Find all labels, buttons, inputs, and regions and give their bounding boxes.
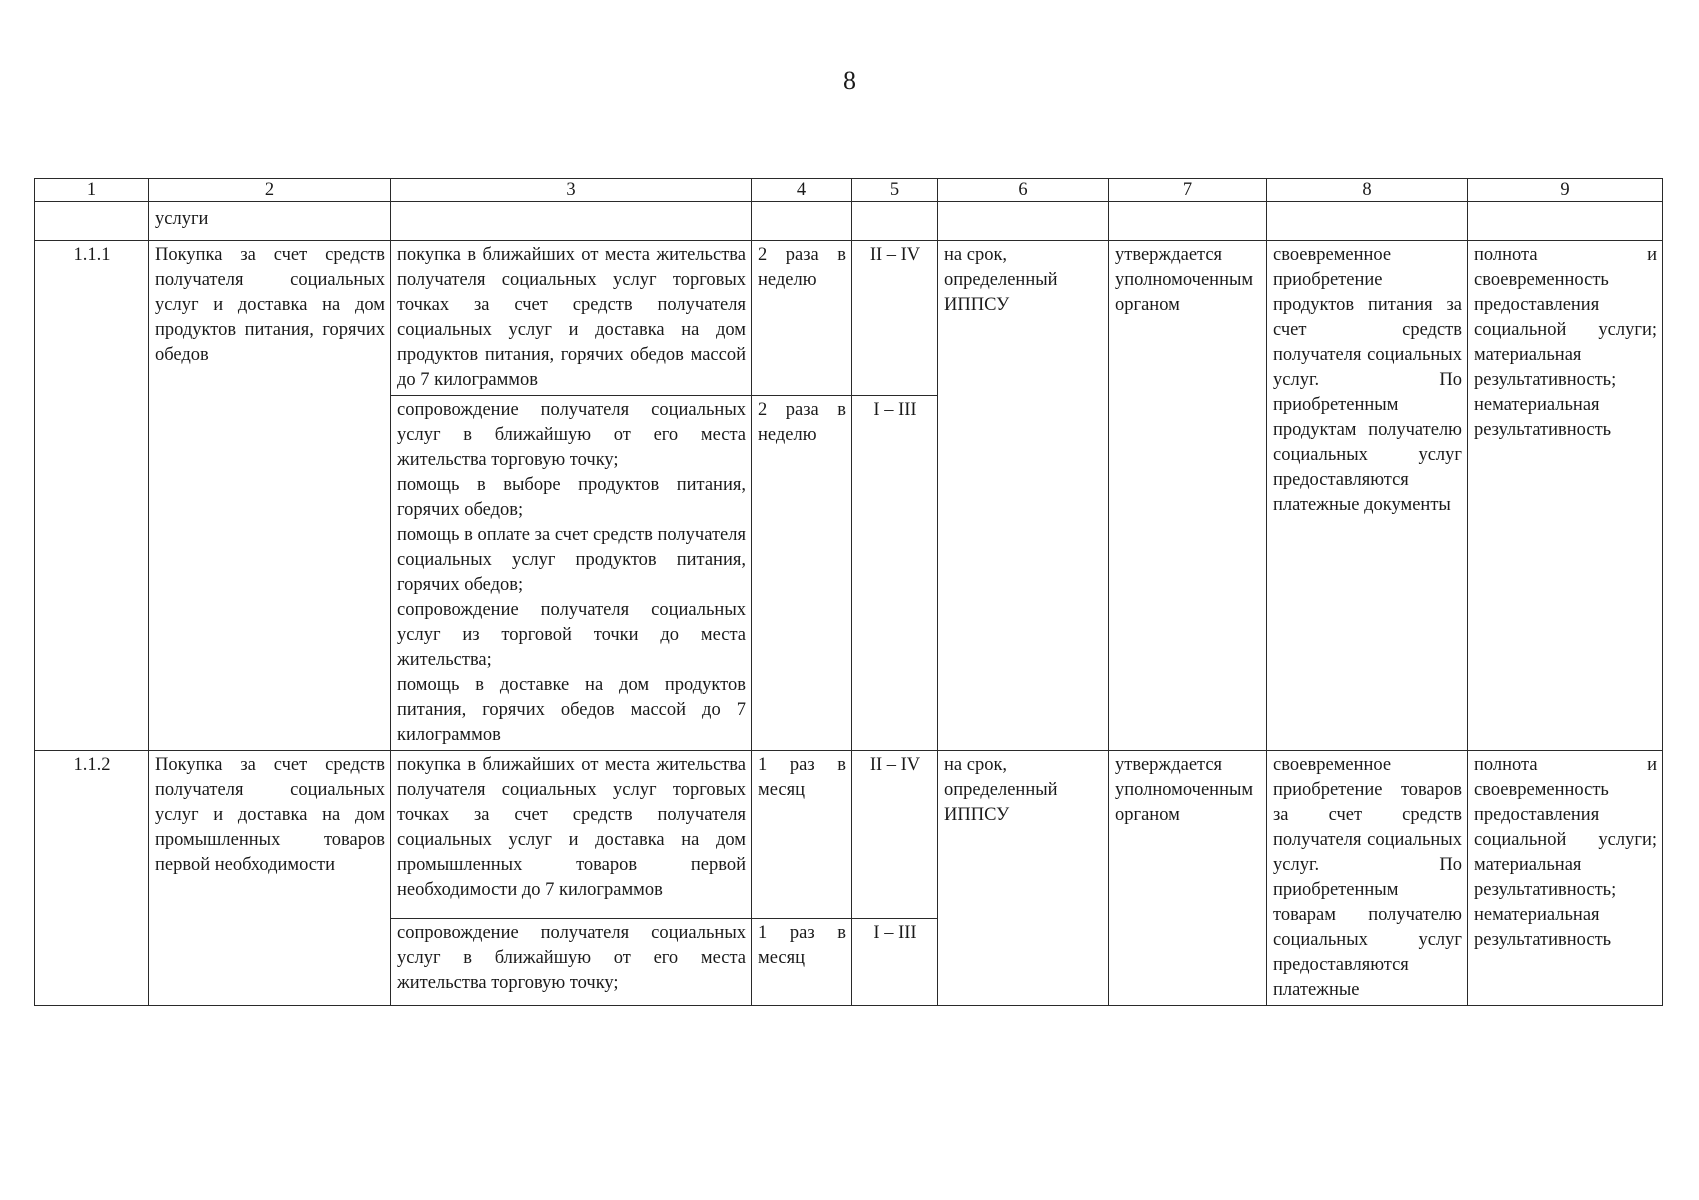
page-number: 8 xyxy=(843,66,856,95)
column-number: 5 xyxy=(852,179,938,202)
tariff-cost: утверждается уполномоченным органом xyxy=(1109,751,1267,1006)
service-number: 1.1.1 xyxy=(35,241,149,751)
column-number: 1 xyxy=(35,179,149,202)
quality-indicators: полнота и своевременность предоставления социальной услуги; материальная результативность; нематериальная результативность xyxy=(1468,241,1663,751)
continuation-cell: услуги xyxy=(149,202,391,241)
service-row xyxy=(35,241,1663,396)
content-line: сопровождение получателя социальных услуг из торговой точки до места жительства; xyxy=(397,600,746,670)
service-row xyxy=(35,751,1663,919)
empty-cell xyxy=(1109,202,1267,241)
service-frequency: 1 раз в месяц xyxy=(752,919,852,1006)
recipient-groups: II – IV xyxy=(852,241,938,396)
service-number: 1.1.2 xyxy=(35,751,149,1006)
column-number-row xyxy=(35,179,1663,202)
service-name: Покупка за счет средств получателя социальных услуг и доставка на дом продуктов питания, горячих обедов xyxy=(149,241,391,751)
quality-indicators: полнота и своевременность предоставления социальной услуги; материальная результативность; нематериальная результативность xyxy=(1468,751,1663,1006)
column-number: 9 xyxy=(1468,179,1663,202)
continuation-row xyxy=(35,202,1663,241)
empty-cell xyxy=(391,202,752,241)
service-frequency: 2 раза в неделю xyxy=(752,396,852,751)
column-number: 2 xyxy=(149,179,391,202)
recipient-groups: II – IV xyxy=(852,751,938,919)
empty-cell xyxy=(852,202,938,241)
service-content: покупка в ближайших от места жительства получателя социальных услуг торговых точках за счет средств получателя социальных услуг и доставка на дом промышленных товаров первой необходимости до 7 килограммов xyxy=(391,751,752,919)
empty-cell xyxy=(752,202,852,241)
column-number: 7 xyxy=(1109,179,1267,202)
service-conditions: своевременное приобретение продуктов питания за счет средств получателя социальных услуг. По приобретенным продуктам получателю социальных услуг предоставляются платежные документы xyxy=(1267,241,1468,751)
service-content: сопровождение получателя социальных услуг в ближайшую от его места жительства торговую точку; xyxy=(391,919,752,1006)
content-line: помощь в доставке на дом продуктов питания, горячих обедов массой до 7 килограммов xyxy=(397,675,746,745)
service-conditions: своевременное приобретение товаров за счет средств получателя социальных услуг. По приобретенным товарам получателю социальных услуг предоставляются платежные xyxy=(1267,751,1468,1006)
services-table xyxy=(34,178,1663,1006)
service-frequency: 2 раза в неделю xyxy=(752,241,852,396)
content-line: помощь в оплате за счет средств получателя социальных услуг продуктов питания, горячих обедов; xyxy=(397,525,746,595)
column-number: 4 xyxy=(752,179,852,202)
service-name: Покупка за счет средств получателя социальных услуг и доставка на дом промышленных товаров первой необходимости xyxy=(149,751,391,1006)
service-content-list xyxy=(391,396,752,751)
tariff-cost: утверждается уполномоченным органом xyxy=(1109,241,1267,751)
service-term: на срок, определенный ИППСУ xyxy=(938,751,1109,1006)
service-content: покупка в ближайших от места жительства получателя социальных услуг торговых точках за счет средств получателя социальных услуг и доставка на дом продуктов питания, горячих обедов массой до 7 килограммов xyxy=(391,241,752,396)
empty-cell xyxy=(938,202,1109,241)
empty-cell xyxy=(1468,202,1663,241)
content-line: помощь в выборе продуктов питания, горячих обедов; xyxy=(397,475,746,520)
content-line: сопровождение получателя социальных услуг в ближайшую от его места жительства торговую точку; xyxy=(397,400,746,470)
recipient-groups: I – III xyxy=(852,919,938,1006)
service-term: на срок, определенный ИППСУ xyxy=(938,241,1109,751)
empty-cell xyxy=(35,202,149,241)
empty-cell xyxy=(1267,202,1468,241)
column-number: 8 xyxy=(1267,179,1468,202)
recipient-groups: I – III xyxy=(852,396,938,751)
column-number: 3 xyxy=(391,179,752,202)
service-frequency: 1 раз в месяц xyxy=(752,751,852,919)
column-number: 6 xyxy=(938,179,1109,202)
